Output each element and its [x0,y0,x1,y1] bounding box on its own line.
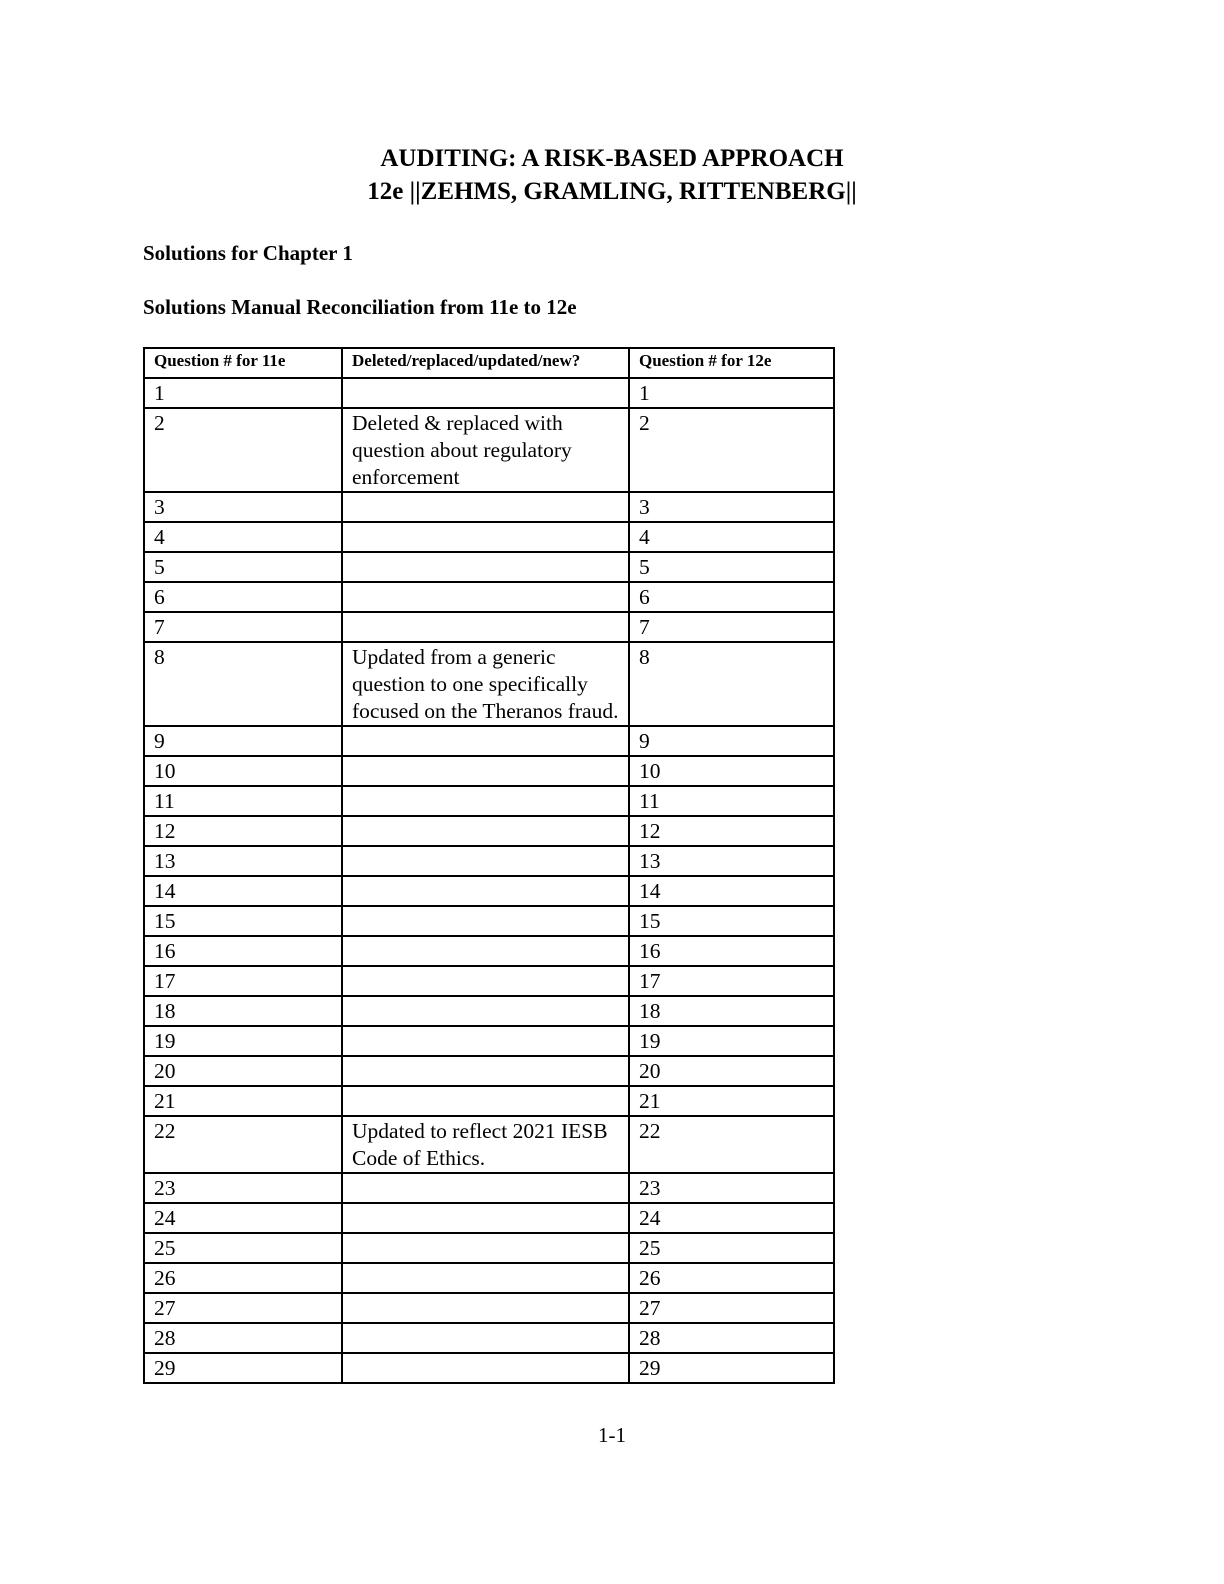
cell-change-note [342,1323,629,1353]
cell-change-note [342,996,629,1026]
cell-question-11e: 17 [144,966,342,996]
cell-question-12e: 5 [629,552,834,582]
cell-question-12e: 28 [629,1323,834,1353]
table-row [144,756,834,786]
table-row [144,1086,834,1116]
cell-question-11e: 28 [144,1323,342,1353]
cell-question-11e: 2 [144,408,342,492]
cell-question-12e: 13 [629,846,834,876]
cell-question-12e: 17 [629,966,834,996]
cell-question-12e: 1 [629,378,834,408]
cell-question-11e: 14 [144,876,342,906]
table-row [144,492,834,522]
cell-change-note: Updated to reflect 2021 IESB Code of Ethics. [342,1116,629,1173]
cell-question-12e: 27 [629,1293,834,1323]
cell-question-12e: 10 [629,756,834,786]
table-row [144,876,834,906]
cell-question-11e: 29 [144,1353,342,1383]
table-row [144,1203,834,1233]
cell-question-11e: 7 [144,612,342,642]
cell-question-12e: 29 [629,1353,834,1383]
cell-question-12e: 24 [629,1203,834,1233]
table-row [144,816,834,846]
cell-question-11e: 23 [144,1173,342,1203]
chapter-heading: Solutions for Chapter 1 [143,241,353,265]
cell-question-11e: 11 [144,786,342,816]
table-row [144,642,834,726]
table-row [144,1353,834,1383]
cell-question-12e: 23 [629,1173,834,1203]
table-row [144,1173,834,1203]
cell-change-note [342,1086,629,1116]
cell-change-note [342,1173,629,1203]
header-question-11e: Question # for 11e [144,348,342,378]
cell-change-note [342,846,629,876]
table-row [144,522,834,552]
cell-change-note [342,906,629,936]
reconciliation-table [143,347,835,1384]
cell-change-note [342,1353,629,1383]
table-row [144,996,834,1026]
cell-question-12e: 12 [629,816,834,846]
cell-question-11e: 5 [144,552,342,582]
cell-question-11e: 27 [144,1293,342,1323]
cell-question-11e: 6 [144,582,342,612]
cell-question-11e: 25 [144,1233,342,1263]
cell-change-note [342,582,629,612]
table-row [144,1233,834,1263]
table-row [144,1116,834,1173]
cell-question-12e: 15 [629,906,834,936]
table-row [144,1323,834,1353]
cell-change-note: Updated from a generic question to one specifically focused on the Theranos fraud. [342,642,629,726]
header-change-type: Deleted/replaced/updated/new? [342,348,629,378]
cell-question-12e: 8 [629,642,834,726]
cell-question-11e: 3 [144,492,342,522]
document-subtitle: 12e ||ZEHMS, GRAMLING, RITTENBERG|| [367,178,857,205]
cell-question-11e: 24 [144,1203,342,1233]
cell-question-11e: 1 [144,378,342,408]
cell-question-12e: 25 [629,1233,834,1263]
cell-question-12e: 7 [629,612,834,642]
cell-change-note [342,1203,629,1233]
cell-question-12e: 4 [629,522,834,552]
cell-question-11e: 18 [144,996,342,1026]
cell-change-note [342,816,629,846]
page-number: 1-1 [598,1423,626,1447]
table-row [144,936,834,966]
cell-change-note [342,1056,629,1086]
cell-question-12e: 14 [629,876,834,906]
table-row [144,408,834,492]
cell-change-note [342,1026,629,1056]
cell-question-11e: 22 [144,1116,342,1173]
cell-question-12e: 21 [629,1086,834,1116]
document-title: AUDITING: A RISK-BASED APPROACH [380,145,844,172]
cell-question-12e: 18 [629,996,834,1026]
cell-question-12e: 2 [629,408,834,492]
cell-question-11e: 15 [144,906,342,936]
cell-question-11e: 26 [144,1263,342,1293]
cell-change-note [342,492,629,522]
cell-change-note [342,552,629,582]
table-row [144,1056,834,1086]
cell-change-note: Deleted & replaced with question about regulatory enforcement [342,408,629,492]
cell-question-11e: 12 [144,816,342,846]
table-row [144,966,834,996]
table-row [144,552,834,582]
cell-question-12e: 22 [629,1116,834,1173]
table-row [144,846,834,876]
table-row [144,1293,834,1323]
cell-question-11e: 19 [144,1026,342,1056]
cell-change-note [342,1293,629,1323]
table-row [144,582,834,612]
cell-question-12e: 26 [629,1263,834,1293]
cell-question-12e: 6 [629,582,834,612]
cell-question-12e: 9 [629,726,834,756]
cell-question-12e: 11 [629,786,834,816]
table-header-row [144,348,834,378]
table-row [144,726,834,756]
cell-question-11e: 16 [144,936,342,966]
cell-change-note [342,1263,629,1293]
section-heading: Solutions Manual Reconciliation from 11e to 12e [143,295,577,319]
cell-question-12e: 20 [629,1056,834,1086]
cell-change-note [342,726,629,756]
cell-change-note [342,966,629,996]
cell-question-11e: 8 [144,642,342,726]
table-row [144,1026,834,1056]
cell-change-note [342,786,629,816]
table-row [144,612,834,642]
table-row [144,1263,834,1293]
table-row [144,786,834,816]
cell-question-11e: 4 [144,522,342,552]
cell-change-note [342,876,629,906]
cell-question-12e: 16 [629,936,834,966]
cell-change-note [342,756,629,786]
cell-question-11e: 9 [144,726,342,756]
table-row [144,906,834,936]
table-row [144,378,834,408]
cell-change-note [342,522,629,552]
cell-question-11e: 10 [144,756,342,786]
cell-change-note [342,378,629,408]
cell-question-11e: 13 [144,846,342,876]
cell-change-note [342,1233,629,1263]
cell-question-11e: 20 [144,1056,342,1086]
cell-question-12e: 3 [629,492,834,522]
table-body [144,378,834,1383]
cell-question-12e: 19 [629,1026,834,1056]
header-question-12e: Question # for 12e [629,348,834,378]
cell-question-11e: 21 [144,1086,342,1116]
cell-change-note [342,612,629,642]
cell-change-note [342,936,629,966]
